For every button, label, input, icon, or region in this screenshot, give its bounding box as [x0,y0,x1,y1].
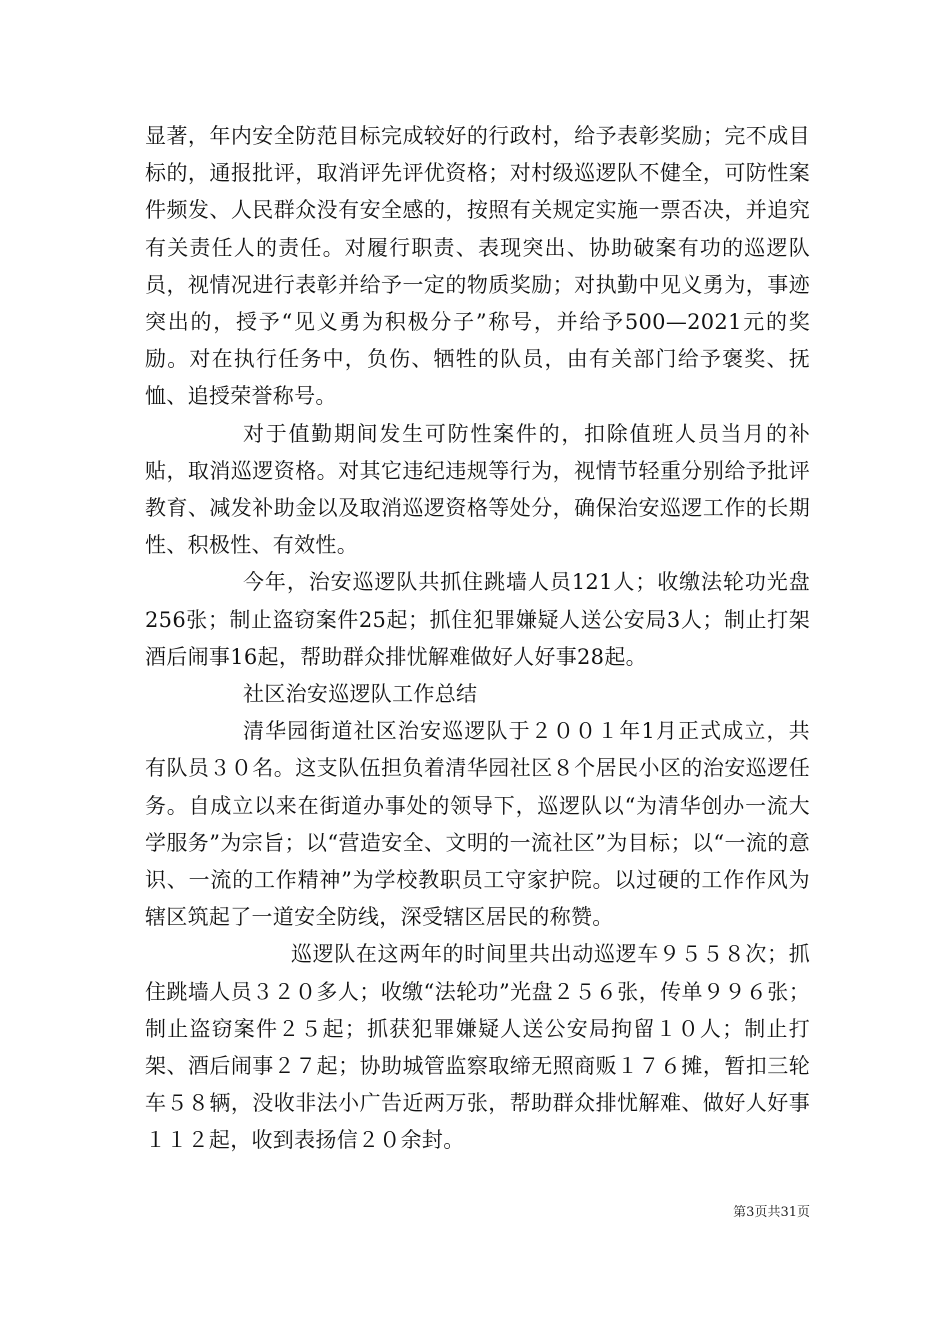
section-title: 社区治安巡逻队工作总结 [243,682,478,707]
paragraph-team-introduction: 清华园街道社区治安巡逻队于２００１年1月正式成立，共有队员３０名。这支队伍担负着清华园社区８个居民小区的治安巡逻任务。自成立以来在街道办事处的领导下，巡逻队以“为清华创办一流大学服务”为宗旨；以“营造安全、文明的一流社区”为目标；以“一流的意识、一流的工作精神”为学校教职员工守家护院。以过硬的工作作风为辖区筑起了一道安全防线，深受辖区居民的称赞。 [145,719,810,930]
page-number: 第3页共31页 [733,1205,810,1220]
paragraph-duty-violations: 对于值勤期间发生可防性案件的，扣除值班人员当月的补贴，取消巡逻资格。对其它违纪违规等行为，视情节轻重分别给予批评教育、减发补助金以及取消巡逻资格等处分，确保治安巡逻工作的长期性、积极性、有效性。 [145,421,810,558]
paragraph-annual-results: 今年，治安巡逻队共抓住跳墙人员121人；收缴法轮功光盘256张；制止盗窃案件25起；抓住犯罪嫌疑人送公安局3人；制止打架酒后闹事16起，帮助群众排忧解难做好人好事28起。 [145,570,810,669]
paragraph-rewards-penalties: 显著，年内安全防范目标完成较好的行政村，给予表彰奖励；完不成目标的，通报批评，取消评先评优资格；对村级巡逻队不健全，可防性案件频发、人民群众没有安全感的，按照有关规定实施一票否决，并追究有关责任人的责任。对履行职责、表现突出、协助破案有功的巡逻队员，视情况进行表彰并给予一定的物质奖励；对执勤中见义勇为，事迹突出的，授予“见义勇为积极分子”称号，并给予500—2021元的奖励。对在执行任务中，负伤、牺牲的队员，由有关部门给予褒奖、抚恤、追授荣誉称号。 [145,124,810,409]
document-body [145,118,810,1160]
paragraph-two-year-results: 巡逻队在这两年的时间里共出动巡逻车９５５８次；抓住跳墙人员３２０多人；收缴“法轮功”光盘２５６张，传单９９６张；制止盗窃案件２５起；抓获犯罪嫌疑人送公安局拘留１０人；制止打架、酒后闹事２７起；协助城管监察取缔无照商贩１７６摊，暂扣三轮车５８辆，没收非法小广告近两万张，帮助群众排忧解难、做好人好事１１２起，收到表扬信２０余封。 [145,942,810,1153]
